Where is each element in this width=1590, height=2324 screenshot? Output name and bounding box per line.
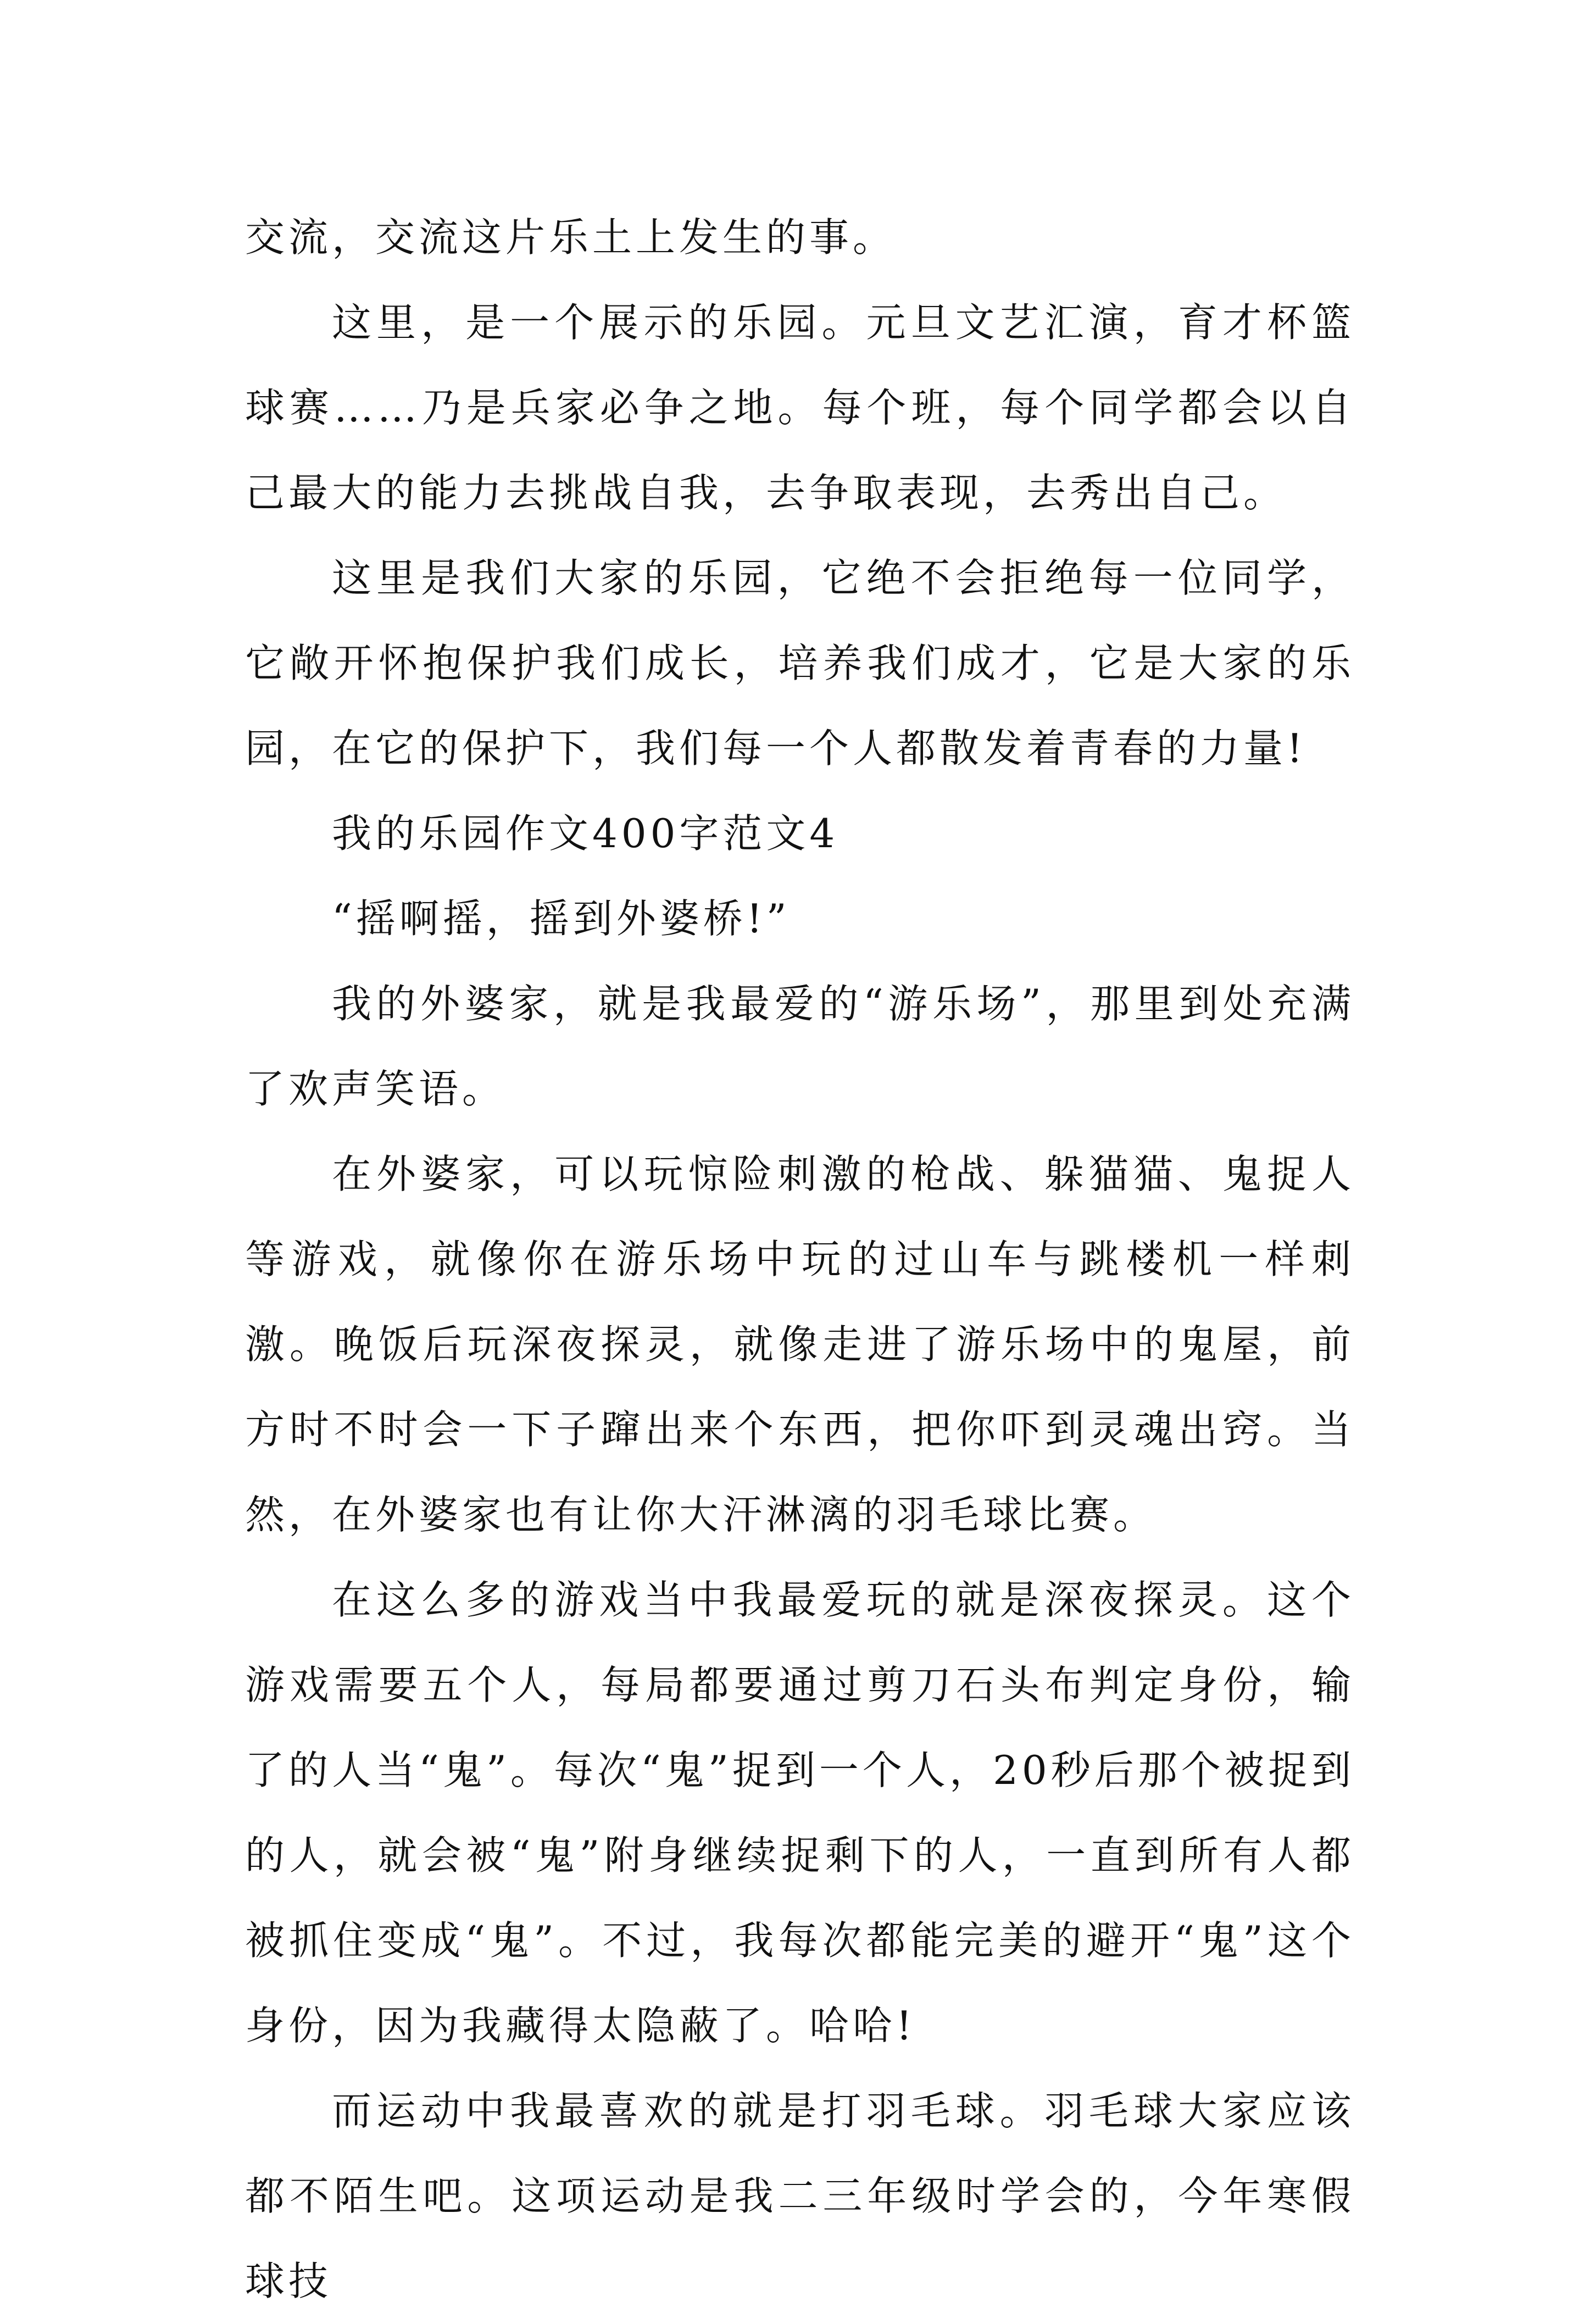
section-heading: 我的乐园作文400字范文4: [332, 810, 839, 857]
essay-body: [245, 195, 1355, 2324]
paragraph-6: 在外婆家，可以玩惊险刺激的枪战、躲猫猫、鬼捉人等游戏，就像你在游乐场中玩的过山车与跳楼机一样刺激。晚饭后玩深夜探灵，就像走进了游乐场中的鬼屋，前方时不时会一下子蹿出来个东西，把你吓到灵魂出窍。当然，在外婆家也有让你大汗淋漓的羽毛球比赛。: [245, 1151, 1355, 1538]
paragraph-1: 交流，交流这片乐土上发生的事。: [245, 214, 897, 260]
paragraph-7: 在这么多的游戏当中我最爱玩的就是深夜探灵。这个游戏需要五个人，每局都要通过剪刀石头布判定身份，输了的人当“鬼”。每次“鬼”捉到一个人，20秒后那个被捉到的人，就会被“鬼”附身继续捉剩下的人，一直到所有人都被抓住变成“鬼”。不过，我每次都能完美的避开“鬼”这个身份，因为我藏得太隐蔽了。哈哈!: [245, 1577, 1355, 2049]
paragraph-8: 而运动中我最喜欢的就是打羽毛球。羽毛球大家应该都不陌生吧。这项运动是我二三年级时学会的，今年寒假球技: [245, 2088, 1355, 2304]
paragraph-5: 我的外婆家，就是我最爱的“游乐场”，那里到处充满了欢声笑语。: [245, 981, 1355, 1112]
paragraph-quote: “摇啊摇，摇到外婆桥!”: [332, 896, 791, 942]
paragraph-3: 这里是我们大家的乐园，它绝不会拒绝每一位同学，它敞开怀抱保护我们成长，培养我们成才，它是大家的乐园，在它的保护下，我们每一个人都散发着青春的力量!: [245, 555, 1355, 771]
paragraph-2: 这里，是一个展示的乐园。元旦文艺汇演，育才杯篮球赛……乃是兵家必争之地。每个班，每个同学都会以自己最大的能力去挑战自我，去争取表现，去秀出自己。: [245, 299, 1355, 516]
